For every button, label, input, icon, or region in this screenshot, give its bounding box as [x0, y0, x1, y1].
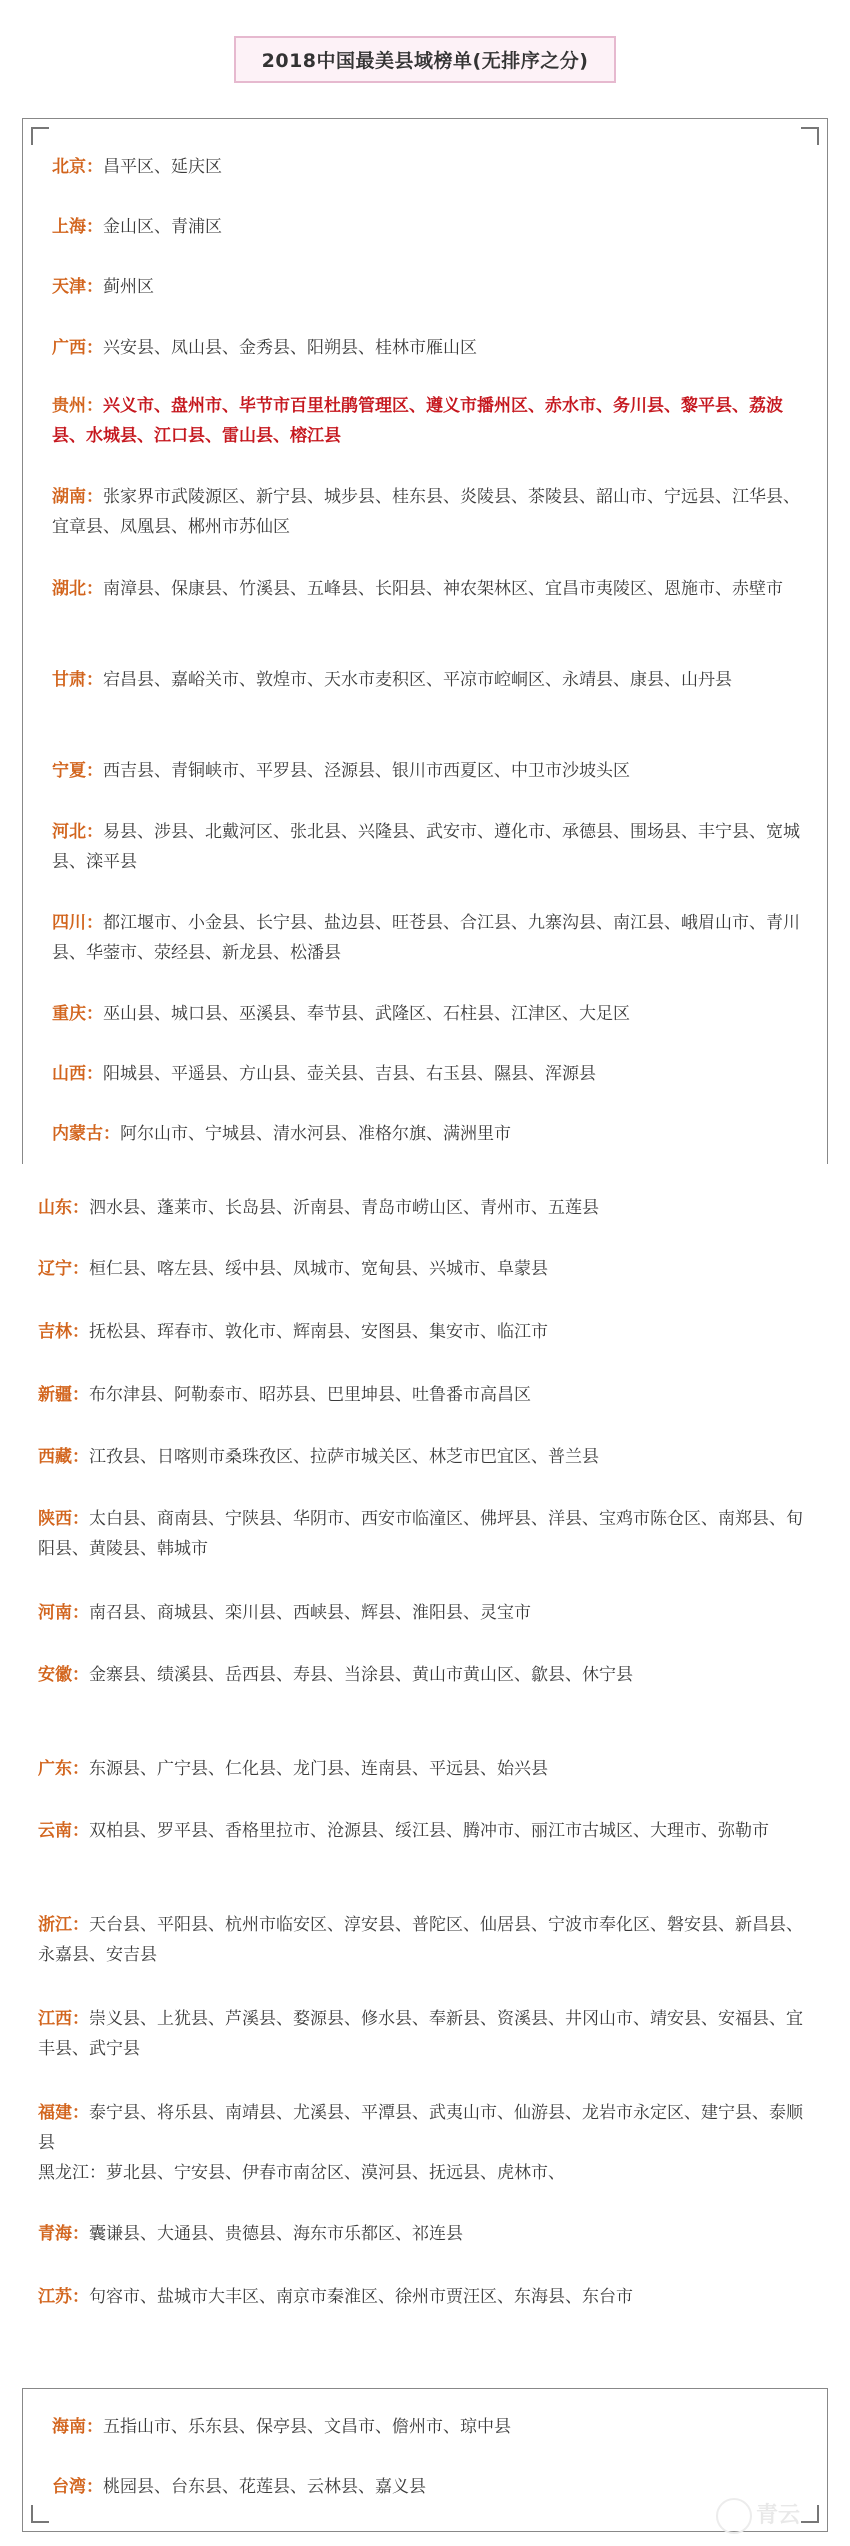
list-item: 陕西：太白县、商南县、宁陕县、华阴市、西安市临潼区、佛坪县、洋县、宝鸡市陈仓区、南郑县、旬阳县、黄陵县、韩城市 [38, 1509, 803, 1559]
list-item: 湖南：张家界市武陵源区、新宁县、城步县、桂东县、炎陵县、茶陵县、韶山市、宁远县、江华县、宜章县、凤凰县、郴州市苏仙区 [52, 487, 800, 537]
decorative-frame-bottom [22, 2388, 828, 2532]
list-item: 江苏：句容市、盐城市大丰区、南京市秦淮区、徐州市贾汪区、东海县、东台市 [38, 2287, 633, 2307]
page-title: 2018中国最美县域榜单(无排序之分) [234, 36, 617, 83]
list-item: 江西：崇义县、上犹县、芦溪县、婺源县、修水县、奉新县、资溪县、井冈山市、靖安县、安福县、宜丰县、武宁县 [38, 2009, 803, 2059]
list-item: 安徽：金寨县、绩溪县、岳西县、寿县、当涂县、黄山市黄山区、歙县、休宁县 [38, 1665, 633, 1685]
list-item: 宁夏：西吉县、青铜峡市、平罗县、泾源县、银川市西夏区、中卫市沙坡头区 [52, 761, 630, 781]
list-item: 福建：泰宁县、将乐县、南靖县、尤溪县、平潭县、武夷山市、仙游县、龙岩市永定区、建宁县、泰顺县 [38, 2103, 803, 2153]
watermark-logo [710, 2498, 800, 2534]
list-item: 湖北：南漳县、保康县、竹溪县、五峰县、长阳县、神农架林区、宜昌市夷陵区、恩施市、赤壁市 [52, 579, 783, 599]
list-item: 山东：泗水县、蓬莱市、长岛县、沂南县、青岛市崂山区、青州市、五莲县 [38, 1198, 599, 1218]
list-item: 辽宁：桓仁县、喀左县、绥中县、凤城市、宽甸县、兴城市、阜蒙县 [38, 1259, 548, 1279]
watermark-text: 青云 [755, 2503, 800, 2528]
list-item: 贵州：兴义市、盘州市、毕节市百里杜鹃管理区、遵义市播州区、赤水市、务川县、黎平县、荔波县、水城县、江口县、雷山县、榕江县 [52, 396, 783, 446]
frame-corner-icon [801, 127, 819, 145]
list-item: 河南：南召县、商城县、栾川县、西峡县、辉县、淮阳县、灵宝市 [38, 1603, 531, 1623]
frame-corner-icon [31, 127, 49, 145]
list-item: 北京：昌平区、延庆区 [52, 157, 222, 177]
list-item: 青海：囊谦县、大通县、贵德县、海东市乐都区、祁连县 [38, 2224, 463, 2244]
list-item: 甘肃：宕昌县、嘉峪关市、敦煌市、天水市麦积区、平凉市崆峒区、永靖县、康县、山丹县 [52, 670, 732, 690]
list-item: 浙江：天台县、平阳县、杭州市临安区、淳安县、普陀区、仙居县、宁波市奉化区、磐安县、新昌县、永嘉县、安吉县 [38, 1915, 803, 1965]
title-area [0, 36, 850, 83]
list-item: 吉林：抚松县、珲春市、敦化市、辉南县、安图县、集安市、临江市 [38, 1322, 548, 1342]
list-item: 海南：五指山市、乐东县、保亭县、文昌市、儋州市、琼中县 [52, 2417, 511, 2437]
list-item: 台湾：桃园县、台东县、花莲县、云林县、嘉义县 [52, 2477, 426, 2497]
list-item: 黑龙江：萝北县、宁安县、伊春市南岔区、漠河县、抚远县、虎林市、 [38, 2163, 565, 2183]
list-item: 西藏：江孜县、日喀则市桑珠孜区、拉萨市城关区、林芝市巴宜区、普兰县 [38, 1447, 599, 1467]
list-item: 山西：阳城县、平遥县、方山县、壶关县、吉县、右玉县、隰县、浑源县 [52, 1064, 596, 1084]
list-item: 新疆：布尔津县、阿勒泰市、昭苏县、巴里坤县、吐鲁番市高昌区 [38, 1385, 531, 1405]
frame-corner-icon [801, 2505, 819, 2523]
list-item: 天津：蓟州区 [52, 277, 154, 297]
list-item: 河北：易县、涉县、北戴河区、张北县、兴隆县、武安市、遵化市、承德县、围场县、丰宁县、宽城县、滦平县 [52, 822, 800, 872]
list-item: 广西：兴安县、凤山县、金秀县、阳朔县、桂林市雁山区 [52, 338, 477, 358]
list-item: 四川：都江堰市、小金县、长宁县、盐边县、旺苍县、合江县、九寨沟县、南江县、峨眉山市、青川县、华蓥市、荥经县、新龙县、松潘县 [52, 913, 800, 963]
list-item: 内蒙古：阿尔山市、宁城县、清水河县、准格尔旗、满洲里市 [52, 1124, 511, 1144]
list-item: 上海：金山区、青浦区 [52, 217, 222, 237]
list-item: 广东：东源县、广宁县、仁化县、龙门县、连南县、平远县、始兴县 [38, 1759, 548, 1779]
watermark-circle-icon [716, 2498, 752, 2534]
list-item: 云南：双柏县、罗平县、香格里拉市、沧源县、绥江县、腾冲市、丽江市古城区、大理市、弥勒市 [38, 1821, 769, 1841]
frame-corner-icon [31, 2505, 49, 2523]
list-item: 重庆：巫山县、城口县、巫溪县、奉节县、武隆区、石柱县、江津区、大足区 [52, 1004, 630, 1024]
